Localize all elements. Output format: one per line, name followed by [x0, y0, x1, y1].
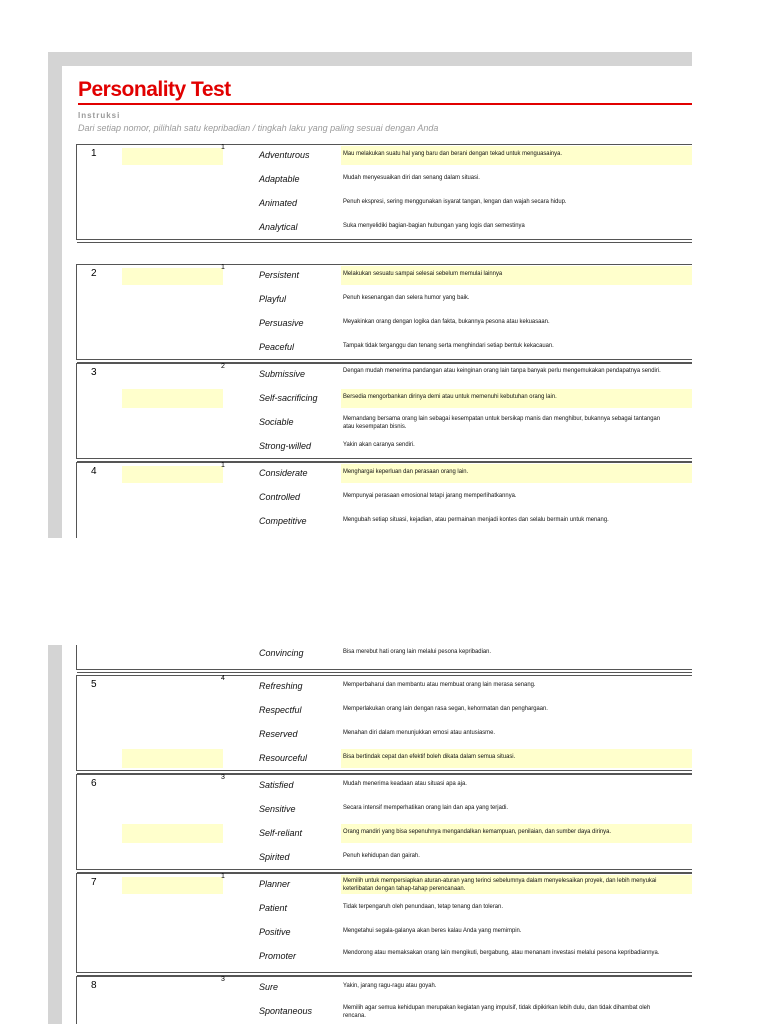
option-row [77, 436, 692, 460]
option-description: Tampak tidak terganggu dan tenang serta menghindari setiap bentuk kekacauan. [343, 342, 554, 349]
option-word: Self-sacrificing [259, 393, 318, 403]
option-word: Sensitive [259, 804, 296, 814]
group-number: 4 [91, 466, 97, 477]
instructions-text: Dari setiap nomor, pilihlah satu kepribadian / tingkah laku yang paling sesuai dengan Anda [78, 123, 439, 133]
option-row [77, 946, 692, 970]
option-word: Playful [259, 294, 287, 304]
question-group-8 [76, 976, 692, 1024]
option-row [77, 217, 692, 241]
group-number: 6 [91, 778, 97, 789]
option-row [77, 799, 692, 823]
option-row [77, 145, 692, 169]
question-group-6 [76, 774, 692, 870]
answer-cell[interactable] [122, 749, 223, 768]
option-word: Persuasive [259, 318, 304, 328]
option-row [77, 364, 692, 388]
option-word: Analytical [259, 222, 298, 232]
option-word: Strong-willed [259, 441, 312, 451]
option-description: Memilih untuk mempersiapkan aturan-aturan yang terinci sebelumnya dalam menyelesaikan proyek, dan lebih menyukai keterlibatan dengan tahap-tahap perencanaan. [343, 877, 657, 892]
option-word: Resourceful [259, 753, 308, 763]
option-word: Peaceful [259, 342, 295, 352]
option-row [77, 337, 692, 361]
option-word: Positive [259, 927, 291, 937]
question-group-3 [76, 363, 692, 459]
option-row [77, 193, 692, 217]
question-group-7 [76, 873, 692, 973]
option-row [77, 388, 692, 412]
option-description: Mudah menyesuaikan diri dan senang dalam situasi. [343, 174, 480, 181]
group-score: 4 [221, 675, 225, 682]
group-number: 7 [91, 877, 97, 888]
option-description: Penuh kesenangan dan selera humor yang baik. [343, 294, 470, 301]
option-description: Memperbaharui dan membantu atau membuat orang lain merasa senang. [343, 681, 536, 688]
option-word: Persistent [259, 270, 300, 280]
option-word: Promoter [259, 951, 297, 961]
option-description: Orang mandiri yang bisa sepenuhnya mengandalkan kemampuan, penilaian, dan sumber daya dirinya. [343, 828, 612, 835]
option-word: Self-reliant [259, 828, 303, 838]
option-description: Menghargai keperluan dan perasaan orang lain. [343, 468, 469, 475]
group-number: 2 [91, 268, 97, 279]
question-group-4 [76, 462, 692, 538]
answer-cell[interactable] [122, 824, 223, 843]
option-word: Reserved [259, 729, 298, 739]
option-word: Controlled [259, 492, 301, 502]
option-row [77, 412, 692, 436]
group-score: 1 [221, 873, 225, 880]
group-number: 1 [91, 148, 97, 159]
option-description: Bisa bertindak cepat dan efektif boleh dikata dalam semua situasi. [343, 753, 516, 760]
option-row [77, 874, 692, 898]
option-description: Dengan mudah menerima pandangan atau keinginan orang lain tanpa banyak perlu mengemukakan pendapatnya sendiri. [343, 367, 661, 374]
option-description: Penuh ekspresi, sering menggunakan isyarat tangan, lengan dan wajah secara hidup. [343, 198, 567, 205]
question-group-2 [76, 264, 692, 360]
option-description: Tidak terpengaruh oleh penundaan, tetap tenang dan toleran. [343, 903, 503, 910]
option-word: Adventurous [259, 150, 310, 160]
option-row [77, 823, 692, 847]
option-word: Convincing [259, 648, 304, 658]
option-row [77, 977, 692, 1001]
option-row [77, 700, 692, 724]
option-description: Memilih agar semua kehidupan merupakan kegiatan yang impulsif, tidak dipikirkan lebih dulu, dan tidak dihambat oleh rencana. [343, 1004, 651, 1019]
option-description: Memandang bersama orang lain sebagai kesempatan untuk bersikap manis dan menghibur, bukannya sebagai tantangan atau kesempatan bisnis. [343, 415, 661, 430]
option-description: Bisa merebut hati orang lain melalui pesona kepribadian. [343, 648, 492, 655]
option-description: Yakin akan caranya sendiri. [343, 441, 415, 448]
option-word: Satisfied [259, 780, 294, 790]
document-page-1 [48, 52, 692, 538]
group-score: 3 [221, 774, 225, 781]
option-word: Competitive [259, 516, 307, 526]
group-score: 3 [221, 976, 225, 983]
option-description: Bersedia mengorbankan dirinya demi atau untuk memenuhi kebutuhan orang lain. [343, 393, 557, 400]
option-description: Memperlakukan orang lain dengan rasa segan, kehormatan dan penghargaan. [343, 705, 548, 712]
option-word: Respectful [259, 705, 302, 715]
option-row [77, 922, 692, 946]
option-row [77, 748, 692, 772]
question-group-5 [76, 675, 692, 771]
group-number: 5 [91, 679, 97, 690]
option-word: Submissive [259, 369, 306, 379]
option-word: Spontaneous [259, 1006, 313, 1016]
option-word: Patient [259, 903, 288, 913]
option-description: Suka menyelidiki bagian-bagian hubungan yang logis dan semestinya [343, 222, 525, 229]
option-row [77, 724, 692, 748]
title-underline [78, 103, 692, 105]
option-row [77, 289, 692, 313]
group-score: 1 [221, 264, 225, 271]
option-description: Menahan diri dalam menunjukkan emosi atau antusiasme. [343, 729, 495, 736]
option-row [77, 676, 692, 700]
option-description: Mudah menerima keadaan atau situasi apa aja. [343, 780, 467, 787]
option-row [77, 313, 692, 337]
option-word: Planner [259, 879, 291, 889]
document-page-2 [48, 645, 692, 1024]
group-number: 8 [91, 980, 97, 991]
option-description: Meyakinkan orang dengan logika dan fakta, bukannya pesona atau kekuasaan. [343, 318, 550, 325]
option-row [77, 487, 692, 511]
option-word: Animated [259, 198, 298, 208]
option-description: Mengetahui segala-galanya akan beres kalau Anda yang memimpin. [343, 927, 522, 934]
page-title: Personality Test [78, 78, 231, 101]
option-word: Sociable [259, 417, 294, 427]
option-row [77, 775, 692, 799]
option-description: Mempunyai perasaan emosional tetapi jarang memperlihatkannya. [343, 492, 517, 499]
group-score: 1 [221, 462, 225, 469]
question-group-4-continued [76, 645, 692, 670]
option-row [77, 1001, 692, 1024]
option-description: Yakin, jarang ragu-ragu atau goyah. [343, 982, 437, 989]
option-word: Considerate [259, 468, 308, 478]
option-row [77, 898, 692, 922]
option-row [77, 645, 692, 667]
group-score: 2 [221, 363, 225, 370]
option-row [77, 265, 692, 289]
answer-cell[interactable] [122, 389, 223, 408]
group-score: 1 [221, 144, 225, 151]
option-description: Melakukan sesuatu sampai selesai sebelum memulai lainnya [343, 270, 503, 277]
option-description: Secara intensif memperhatikan orang lain dan apa yang terjadi. [343, 804, 509, 811]
option-word: Spirited [259, 852, 290, 862]
option-description: Mau melakukan suatu hal yang baru dan berani dengan tekad untuk menguasainya. [343, 150, 563, 157]
option-word: Refreshing [259, 681, 303, 691]
option-word: Sure [259, 982, 279, 992]
group-number: 3 [91, 367, 97, 378]
option-word: Adaptable [259, 174, 300, 184]
option-description: Penuh kehidupan dan gairah. [343, 852, 420, 859]
question-group-1 [76, 144, 692, 240]
option-row [77, 463, 692, 487]
option-description: Mendorong atau memaksakan orang lain mengikuti, bergabung, atau menanam investasi melalui pesona kepribadiannya. [343, 949, 660, 956]
option-row [77, 847, 692, 871]
option-row [77, 511, 692, 535]
option-row [77, 169, 692, 193]
option-description: Mengubah setiap situasi, kejadian, atau permainan menjadi kontes dan selalu bermain untuk menang. [343, 516, 609, 523]
instructions-heading: Instruksi [78, 111, 121, 120]
